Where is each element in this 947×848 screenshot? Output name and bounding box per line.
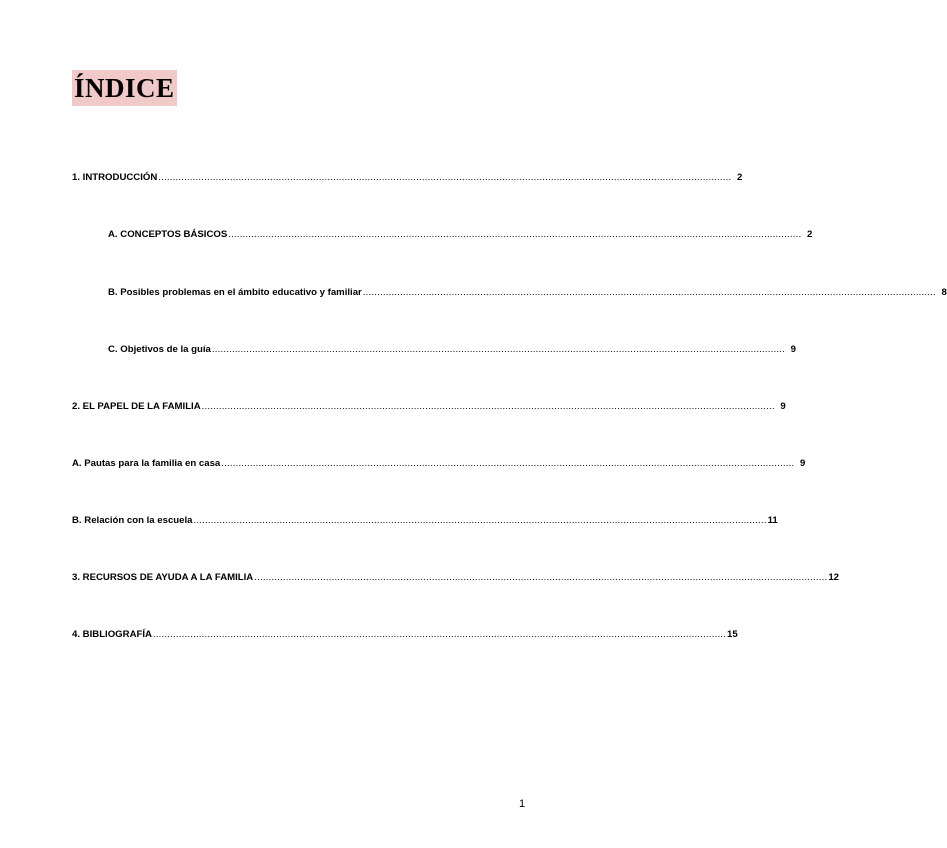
page-title: ÍNDICE	[72, 70, 177, 106]
toc-entry-pautas-familia[interactable]	[72, 458, 806, 470]
toc-entry-conceptos-basicos[interactable]	[108, 229, 813, 241]
toc-entry-objetivos[interactable]	[108, 344, 796, 356]
toc-entry-relacion-escuela[interactable]	[72, 515, 778, 527]
toc-entry-introduccion[interactable]	[72, 172, 743, 184]
toc-entry-label: A. Pautas para la familia en casa	[72, 458, 221, 469]
toc-entry-page: 15	[727, 629, 738, 640]
toc-entry-papel-familia[interactable]	[72, 401, 786, 413]
toc-entry-label: 2. EL PAPEL DE LA FAMILIA	[72, 401, 201, 412]
toc-entry-label: 1. INTRODUCCIÓN	[72, 172, 158, 183]
dot-leader: ........................................................................................................................................................................................................	[193, 515, 767, 526]
toc-entry-page: 2	[737, 172, 743, 183]
toc-entry-page: 12	[828, 572, 839, 583]
dot-leader: ........................................................................................................................................................................................................	[254, 572, 828, 583]
toc-entry-label: 4. BIBLIOGRAFÍA	[72, 629, 152, 640]
toc-entry-page: 11	[767, 515, 778, 526]
toc-entry-page: 9	[790, 344, 796, 355]
toc-entry-bibliografia[interactable]	[72, 629, 738, 641]
toc-entry-recursos-ayuda[interactable]	[72, 572, 839, 584]
dot-leader: ........................................................................................................................................................................................................	[362, 287, 936, 298]
toc-entry-page: 2	[806, 229, 813, 240]
dot-leader: ........................................................................................................................................................................................................	[201, 401, 775, 412]
dot-leader: ........................................................................................................................................................................................................	[211, 344, 785, 355]
toc-entry-label: 3. RECURSOS DE AYUDA A LA FAMILIA	[72, 572, 254, 583]
toc-entry-label: A. CONCEPTOS BÁSICOS	[108, 229, 228, 240]
toc-entry-label: C. Objetivos de la guía	[108, 344, 211, 355]
toc-entry-page: 9	[780, 401, 786, 412]
dot-leader: ........................................................................................................................................................................................................	[152, 629, 727, 640]
page-number: 1	[519, 798, 526, 810]
toc-entry-label: B. Relación con la escuela	[72, 515, 193, 526]
toc-entry-page: 9	[800, 458, 806, 469]
toc-entry-label: B. Posibles problemas en el ámbito educativo y familiar	[108, 287, 362, 298]
dot-leader: ........................................................................................................................................................................................................	[228, 229, 802, 240]
toc-entry-posibles-problemas[interactable]	[108, 287, 947, 299]
toc-entry-page: 8	[941, 287, 947, 298]
dot-leader: ........................................................................................................................................................................................................	[221, 458, 795, 469]
dot-leader: ........................................................................................................................................................................................................	[158, 172, 732, 183]
